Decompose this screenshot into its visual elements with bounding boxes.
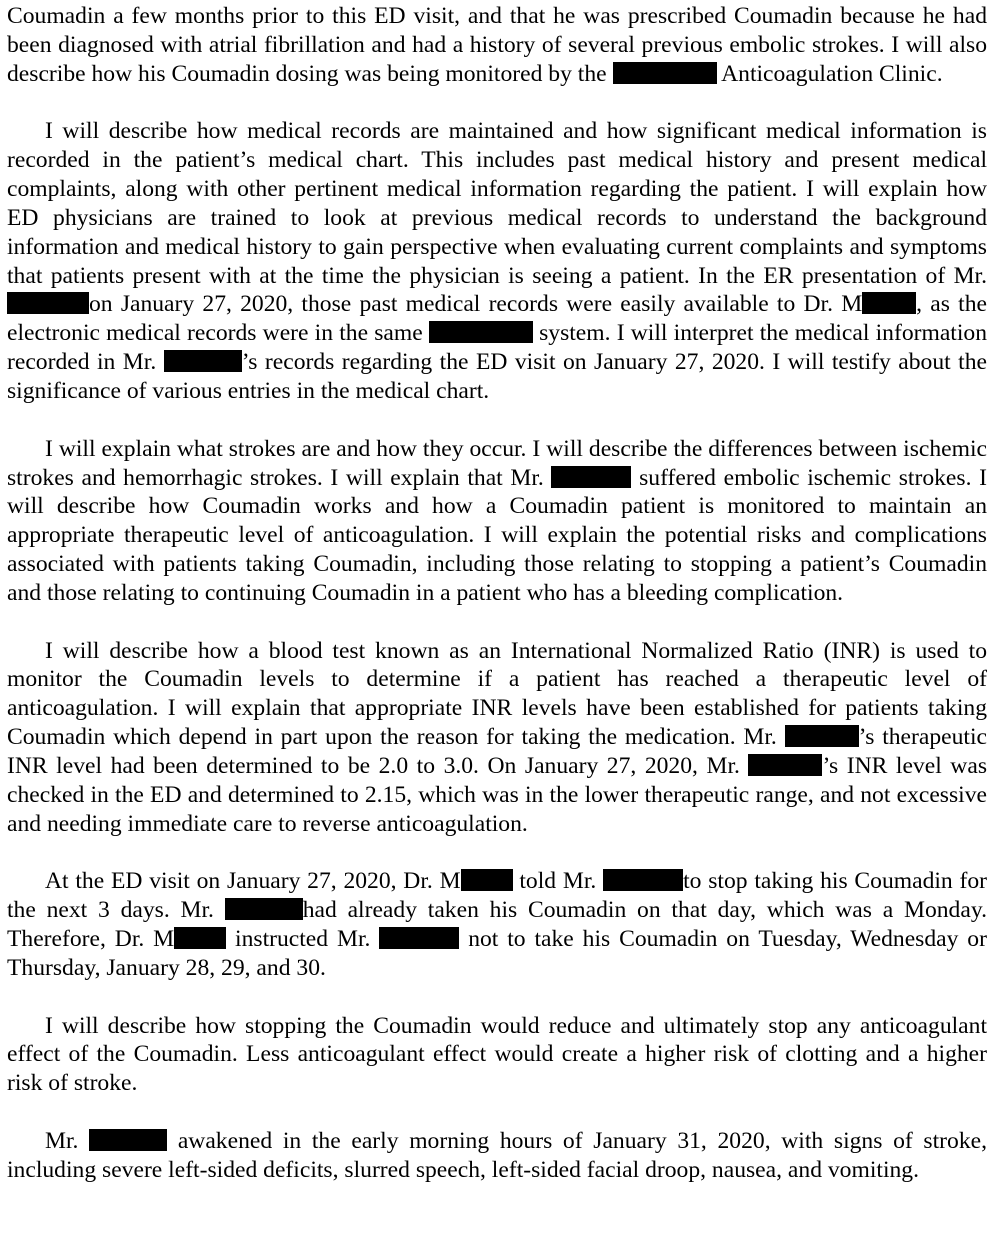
paragraph-2-text-e: ’s records regarding the ED visit on January 27, 2020. I will testify about the significance of various entries in the medical chart. xyxy=(7,349,987,404)
paragraph-6-text-a: I will describe how stopping the Coumadin would reduce and ultimately stop any anticoagulant effect of the Coumadin. Less anticoagulant effect would create a higher risk of clotting and a higher risk of stroke. xyxy=(7,1012,987,1097)
paragraph-2-text-c: , as the electronic medical records were in the same xyxy=(7,291,987,347)
redaction-block xyxy=(7,292,89,314)
paragraph-7 xyxy=(7,1127,987,1185)
paragraph-7-text-b: awakened in the early morning hours of January 31, 2020, with signs of stroke, including severe left-sided deficits, slurred speech, left-sided facial droop, nausea, and vomiting. xyxy=(7,1127,987,1183)
paragraph-3 xyxy=(7,435,987,608)
redaction-block xyxy=(862,292,916,314)
paragraph-6 xyxy=(7,1012,987,1099)
paragraph-5-text-e: instructed Mr. xyxy=(235,926,371,952)
paragraph-5 xyxy=(7,867,987,982)
paragraph-2-text-a: I will describe how medical records are maintained and how significant medical information is recorded in the patient’s medical chart. This includes past medical history and present medical complaints, along with other pertinent medical information regarding the patient. I will explain how ED physicians are trained to look at previous medical records to understand the background information and medical history to gain perspective when evaluating current complaints and symptoms that patients present with at the time the physician is seeing a patient. In the ER presentation of Mr. xyxy=(7,118,987,289)
paragraph-2 xyxy=(7,117,987,405)
paragraph-4-text-a: I will describe how a blood test known as an International Normalized Ratio (INR) is used to monitor the Coumadin levels to determine if a patient has reached a therapeutic level of anticoagulation. I will explain that appropriate INR levels have been established for patients taking Coumadin which depend in part upon the reason for taking the medication. Mr. xyxy=(7,637,987,751)
redaction-block xyxy=(225,898,303,920)
redaction-block xyxy=(603,869,683,891)
redaction-block xyxy=(461,869,513,891)
paragraph-4-text-c: ’s INR level was checked in the ED and determined to 2.15, which was in the lower therapeutic range, and not excessive and needing immediate care to reverse anticoagulation. xyxy=(7,752,987,837)
paragraph-5-text-d: had already taken his Coumadin on that day, which was a Monday. Therefore, Dr. M xyxy=(7,897,987,952)
paragraph-5-text-b: told Mr. xyxy=(519,868,597,895)
paragraph-3-text-b: suffered embolic ischemic strokes. I will describe how Coumadin works and how a Coumadin patient is monitored to maintain an appropriate therapeutic level of anticoagulation. I will explain the potential risks and complications associated with patients taking Coumadin, including those relating to stopping a patient’s Coumadin and those relating to continuing Coumadin in a patient who has a bleeding complication. xyxy=(7,464,987,606)
paragraph-4-text-b: ’s therapeutic INR level had been determined to be 2.0 to 3.0. On January 27, 2020, Mr. xyxy=(7,724,987,779)
paragraph-2-text-d: system. I will interpret the medical information recorded in Mr. xyxy=(7,320,987,376)
paragraph-5-text-c: to stop taking his Coumadin for the next 3 days. Mr. xyxy=(7,868,988,924)
redaction-block xyxy=(164,350,242,372)
redaction-block xyxy=(89,1129,167,1151)
paragraph-1-text-a: Coumadin a few months prior to this ED visit, and that he was prescribed Coumadin because he had been diagnosed with atrial fibrillation and had a history of several previous embolic strokes. I will also describe how his Coumadin dosing was being monitored by the xyxy=(7,3,987,87)
paragraph-1 xyxy=(7,2,987,89)
paragraph-5-text-a: At the ED visit on January 27, 2020, Dr. M xyxy=(45,868,461,895)
paragraph-7-text-a: Mr. xyxy=(45,1127,79,1154)
redaction-block xyxy=(551,466,631,488)
redaction-block xyxy=(785,725,859,747)
redaction-block xyxy=(613,62,717,84)
redaction-block xyxy=(429,321,533,343)
redaction-block xyxy=(379,927,459,949)
paragraph-4 xyxy=(7,637,987,839)
redaction-block xyxy=(174,927,226,949)
redaction-block xyxy=(748,754,822,776)
paragraph-1-text-b: Anticoagulation Clinic. xyxy=(721,60,943,87)
paragraph-2-text-b: on January 27, 2020, those past medical records were easily available to Dr. M xyxy=(89,291,863,318)
paragraph-5-text-f: not to take his Coumadin on Tuesday, Wednesday or Thursday, January 28, 29, and 30. xyxy=(7,926,987,981)
paragraph-3-text-a: I will explain what strokes are and how they occur. I will describe the differences between ischemic strokes and hemorrhagic strokes. I will explain that Mr. xyxy=(7,435,987,491)
document-page xyxy=(7,2,987,1213)
